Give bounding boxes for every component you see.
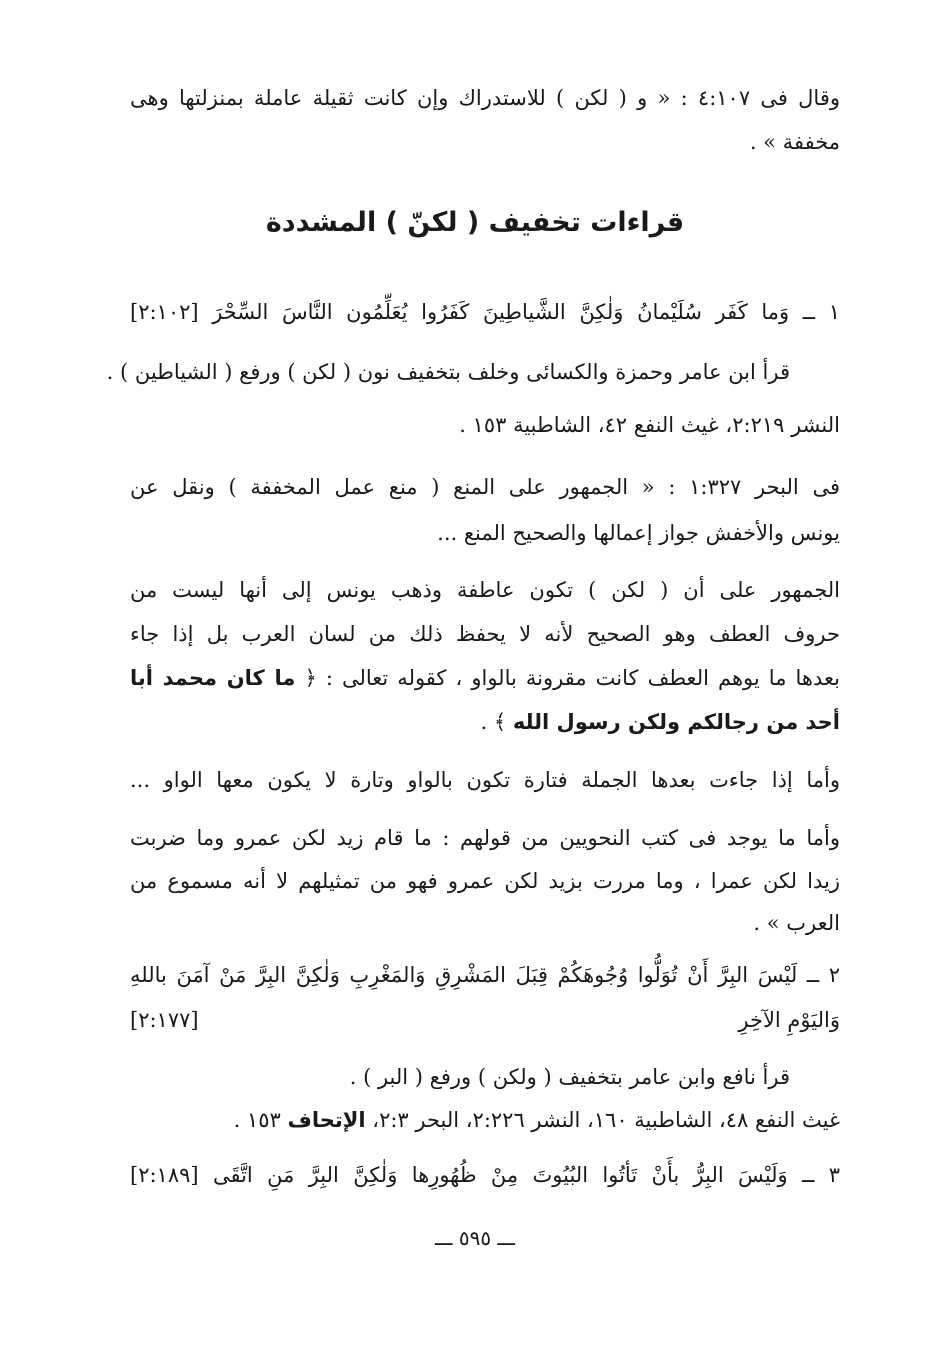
item2-sources bbox=[130, 1105, 840, 1135]
item1-p1-line-3-text: بعدها ما يوهم العطف كانت مقرونة بالواو ، كقوله تعالى : ﴿ bbox=[304, 666, 841, 690]
item2-reading: قرأ نافع وابن عامر بتخفيف ( ولكن ) ورفع ( البر ) . bbox=[349, 1065, 790, 1089]
section-heading: قراءات تخفيف ( لكنّ ) المشددة bbox=[265, 207, 685, 238]
item1-p1-line-4 bbox=[130, 707, 840, 737]
item2-verse-line-2-text: وَاليَوْمِ الآخِرِ bbox=[738, 1008, 840, 1032]
item1-p3-line-1: وأما ما يوجد فى كتب النحويين من قولهم : ما قام زيد لكن عمرو وما ضربت bbox=[130, 826, 840, 850]
item2-sources-text: غيث النفع ٤٨، الشاطبية ١٦٠، النشر ٢:٢٢٦، البحر ٢:٣، bbox=[372, 1108, 840, 1132]
item1-sources: النشر ٢:٢١٩، غيث النفع ٤٢، الشاطبية ١٥٣ . bbox=[459, 413, 840, 437]
item2-verse-line-2 bbox=[130, 1005, 840, 1035]
item1-p3-line-3: العرب » . bbox=[753, 911, 840, 935]
item1-p1-line-2: حروف العطف وهو الصحيح لأنه لا يحفظ ذلك من لسان العرب بل إذا جاء bbox=[130, 622, 840, 646]
item2-verse-ref: [٢:١٧٧] bbox=[130, 1008, 199, 1032]
item1-p2-line-1: وأما إذا جاءت بعدها الجملة فتارة تكون بالواو وتارة لا يكون معها الواو ... bbox=[130, 768, 840, 792]
item1-bahr-line-1: فى البحر ١:٣٢٧ : « الجمهور على المنع ( منع عمل المخففة ) ونقل عن bbox=[130, 475, 841, 499]
intro-line-2: مخففة » . bbox=[749, 130, 840, 154]
intro-line-1: وقال فى ٤:١٠٧ : « و ( لكن ) للاستدراك وإن كانت ثقيلة عاملة بمنزلتها وهى bbox=[130, 86, 840, 110]
item1-verse: ١ ــ وَما كَفَر سُلَيْمانُ وَلٰكِنَّ الشَّياطِينَ كَفَرُوا يُعَلِّمُون النَّاسَ السِّحْرَ [٢:١٠٢] bbox=[130, 300, 840, 324]
item1-p1-line-1: الجمهور على أن ( لكن ) تكون عاطفة وذهب يونس إلى أنها ليست من bbox=[130, 578, 840, 602]
quran-quote-part-2: أحد من رجالكم ولكن رسول الله bbox=[512, 710, 840, 734]
item1-reading: قرأ ابن عامر وحمزة والكسائى وخلف بتخفيف نون ( لكن ) ورفع ( الشياطين ) . bbox=[106, 360, 790, 384]
page-number: ـــ ٥٩٥ ـــ bbox=[434, 1226, 516, 1250]
item2-sources-ithaf: الإتحاف bbox=[287, 1108, 366, 1132]
quran-quote-end: ﴾ . bbox=[480, 710, 507, 734]
item2-sources-end: ١٥٣ . bbox=[233, 1108, 281, 1132]
item3-verse: ٣ ــ وَلَيْسَ البِرُّ بأَنْ تَأتُوا البُيُوتَ مِنْ ظُهُورِها وَلٰكِنَّ البِرَّ مَنِ اتَّقَى [٢:١٨٩] bbox=[130, 1163, 840, 1187]
item1-p1-line-3 bbox=[130, 663, 840, 693]
item1-p3-line-2: زيدا لكن عمرا ، وما مررت بزيد لكن عمرو فهو من تمثيلهم لا أنه مسموع من bbox=[130, 869, 840, 893]
item1-bahr-line-2: يونس والأخفش جواز إعمالها والصحيح المنع ... bbox=[437, 521, 840, 545]
quran-quote-part-1: ما كان محمد أبا bbox=[130, 666, 296, 690]
item2-verse-line-1: ٢ ــ لَيْسَ البِرَّ أَنْ تُوَلُّوا وُجُوهَكُمْ قِبَلَ المَشْرِقِ وَالمَغْرِبِ وَلٰكِنَّ البِرَّ مَنْ آمَنَ باللهِ bbox=[130, 963, 840, 987]
